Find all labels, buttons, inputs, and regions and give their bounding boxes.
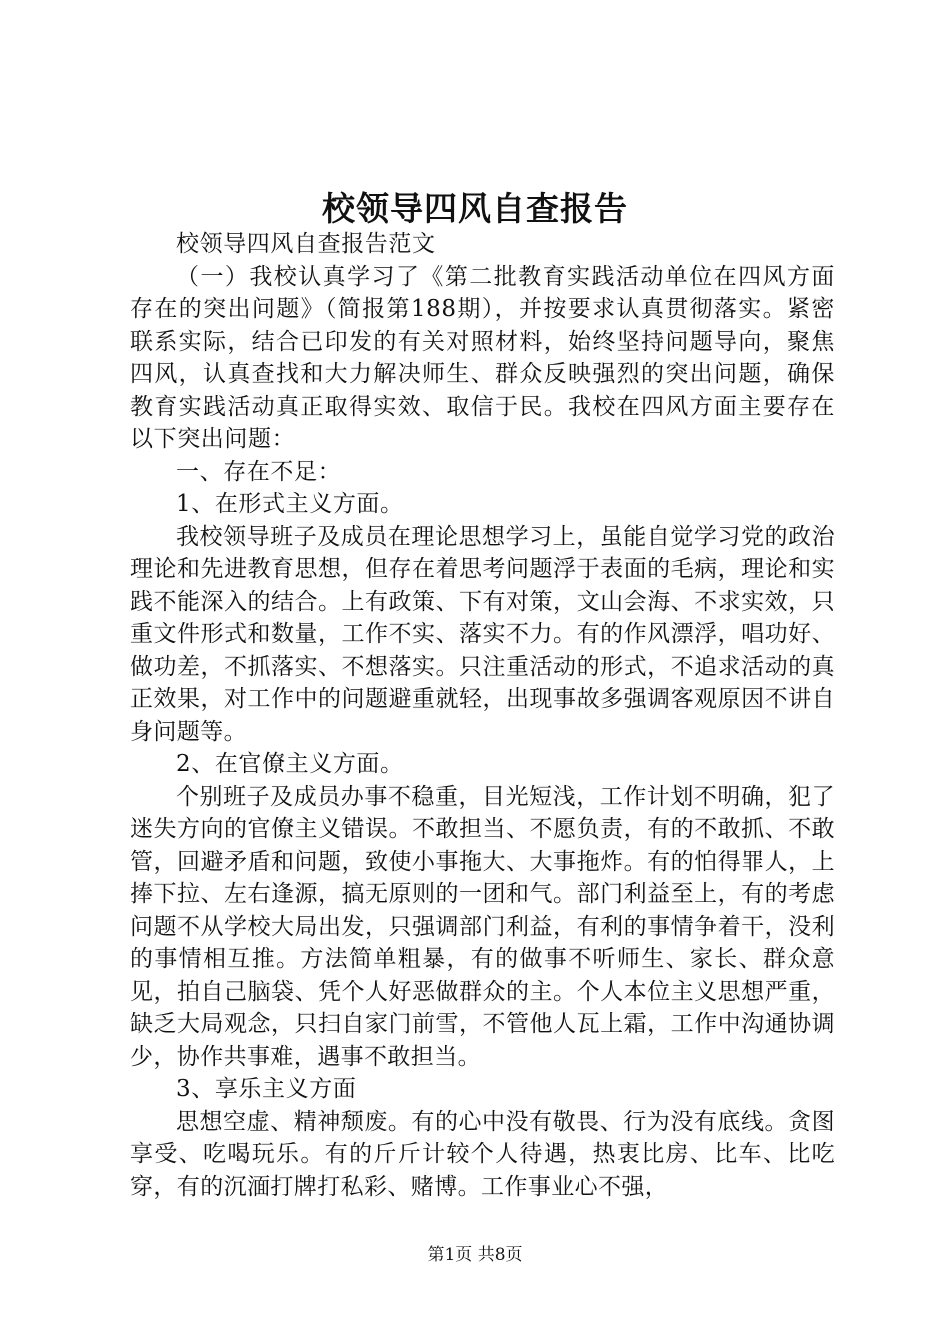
section-heading: 一、存在不足：	[176, 458, 342, 485]
page-number-footer: 第1页 共8页	[427, 1245, 523, 1265]
subtitle-paragraph: 校领导四风自查报告范文	[176, 231, 436, 257]
body-paragraph: 个别班子及成员办事不稳重，目光短浅，工作计划不明确，犯了迷失方向的官僚主义错误。不敢担当、不愿负责，有的不敢抓、不敢管，回避矛盾和问题，致使小事拖大、大事拖炸。有的怕得罪人，上捧下拉、左右逢源，搞无原则的一团和气。部门利益至上，有的考虑问题不从学校大局出发，只强调部门利益，有利的事情争着干，没利的事情相互推。方法简单粗暴，有的做事不听师生、家长、群众意见，拍自己脑袋、凭个人好恶做群众的主。个人本位主义思想严重，缺乏大局观念，只扫自家门前雪，不管他人瓦上霜，工作中沟通协调少，协作共事难，遇事不敢担当。	[130, 783, 835, 1070]
subsection-heading: 2、在官僚主义方面。	[176, 751, 404, 777]
document-body	[130, 228, 835, 1203]
body-paragraph: 思想空虚、精神颓废。有的心中没有敬畏、行为没有底线。贪图享受、吃喝玩乐。有的斤斤计较个人待遇，热衷比房、比车、比吃穿，有的沉湎打牌打私彩、赌博。工作事业心不强，	[130, 1108, 835, 1200]
intro-paragraph: （一）我校认真学习了《第二批教育实践活动单位在四风方面存在的突出问题》（简报第188期），并按要求认真贯彻落实。紧密联系实际，结合已印发的有关对照材料，始终坚持问题导向，聚焦四风，认真查找和大力解决师生、群众反映强烈的突出问题，确保教育实践活动真正取得实效、取信于民。我校在四风方面主要存在以下突出问题：	[130, 263, 835, 452]
document-title: 校领导四风自查报告	[322, 189, 628, 228]
body-paragraph: 我校领导班子及成员在理论思想学习上，虽能自觉学习党的政治理论和先进教育思想，但存在着思考问题浮于表面的毛病，理论和实践不能深入的结合。上有政策、下有对策，文山会海、不求实效，只重文件形式和数量，工作不实、落实不力。有的作风漂浮，唱功好、做功差，不抓落实、不想落实。只注重活动的形式，不追求活动的真正效果，对工作中的问题避重就轻，出现事故多强调客观原因不讲自身问题等。	[130, 523, 835, 745]
subsection-heading: 1、在形式主义方面。	[176, 491, 404, 517]
subsection-heading: 3、享乐主义方面	[176, 1076, 357, 1102]
